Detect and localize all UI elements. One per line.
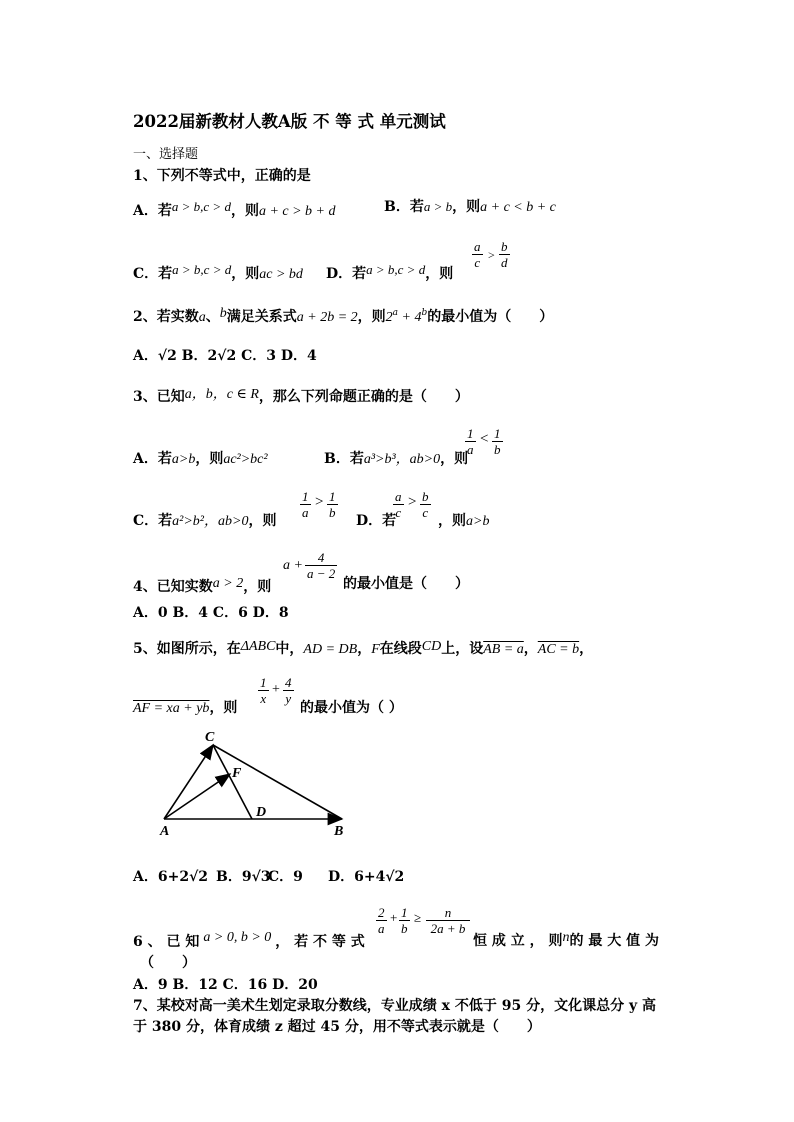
q3-b-frac-right: $\frac{1}{b}$ [494, 426, 501, 457]
q4-options[interactable]: A．0 B．4 C．6 D．8 [133, 605, 289, 621]
q3-d-op: > [408, 494, 417, 510]
q1-d-frac-right: $\frac{b}{d}$ [501, 239, 508, 270]
vector-ac [164, 745, 213, 819]
q2-options[interactable]: A．√2 B．2√2 C．3 D．4 [133, 348, 317, 364]
label-a: A [160, 824, 170, 839]
q4-stem: 4、已知实数a > 2，则 [133, 576, 272, 595]
q1-d-then: ，则 [425, 266, 454, 282]
q6-frac-2: $\frac{1}{b}$ [401, 905, 408, 936]
q1-b-label: B．若 [384, 199, 424, 215]
q5-stem-line2: AF = xa + yb，则 [133, 700, 238, 716]
q5-option-a[interactable]: A．6+2√2 [133, 869, 209, 885]
q3-option-a[interactable]: A．若a>b，则ac²>bc² [133, 451, 268, 467]
q1-option-c[interactable] [133, 261, 303, 284]
q6-answer-paren: （ ） [140, 955, 196, 971]
q6-frac-1: $\frac{2}{a}$ [378, 905, 385, 936]
q1-stem: 1、下列不等式中，正确的是 [133, 168, 311, 184]
q5-option-d[interactable]: D．6+4√2 [328, 869, 405, 885]
q3-option-c[interactable]: C．若a²>b²，ab>0，则 [133, 513, 277, 529]
q4-expr-frac: $\frac{4}{a - 2}$ [307, 550, 336, 581]
q1-a-cond: a > b,c > d [171, 199, 231, 214]
q5-option-c[interactable]: C．9 [268, 869, 303, 885]
q3-c-op: > [315, 494, 324, 510]
q3-d-frac-left: $\frac{a}{c}$ [395, 489, 402, 520]
q3-b-op: < [480, 431, 489, 447]
q1-option-b[interactable] [384, 198, 556, 217]
section-heading: 一、选择题 [133, 147, 199, 162]
q1-b-then: ，则 [452, 199, 481, 215]
q1-a-then: ，则 [230, 203, 259, 219]
q1-option-a[interactable] [133, 198, 336, 221]
q3-stem: 3、已知a，b，c ∈ R，那么下列命题正确的是（ ） [133, 387, 469, 405]
q1-b-cond: a > b [423, 199, 453, 214]
label-c: C [205, 730, 215, 745]
q5-frac-1: $\frac{1}{x}$ [260, 675, 267, 706]
q6-frac-3: $\frac{n}{2a + b}$ [426, 905, 470, 936]
q2-stem: 2、若实数a、b满足关系式a + 2b = 2，则$2^a + 4^b$的最小值为（ ） [133, 306, 554, 325]
label-f: F [232, 766, 242, 781]
q3-option-d[interactable]: D．若 [356, 513, 397, 529]
q1-d-frac-left: $\frac{a}{c}$ [474, 239, 481, 270]
q1-d-op: > [488, 248, 495, 262]
q1-c-cond: a > b,c > d [172, 262, 232, 277]
q5-stem-end: 的最小值为（ ） [300, 700, 403, 716]
q7-stem-line2: 于 380 分，体育成绩 z 超过 45 分，用不等式表示就是（ ） [133, 1019, 541, 1035]
q4-stem-end: 的最小值是（ ） [343, 576, 469, 592]
q5-triangle-figure [150, 725, 360, 843]
q1-c-then: ，则 [231, 266, 260, 282]
q1-a-label: A．若 [133, 203, 172, 219]
label-d: D [256, 805, 267, 820]
q5-option-b[interactable]: B．9√3 [216, 869, 271, 885]
q3-c-frac-left: $\frac{1}{a}$ [302, 489, 309, 520]
q1-b-res: a + c < b + c [480, 200, 556, 215]
q6-ge: ≥ [414, 910, 422, 925]
q1-d-cond: a > b,c > d [366, 262, 426, 277]
q6-options[interactable]: A．9 B．12 C．16 D．20 [133, 977, 318, 993]
q3-d-frac-right: $\frac{b}{c}$ [422, 489, 429, 520]
q4-expr-lead: a + [283, 558, 303, 573]
q1-c-label: C．若 [133, 266, 173, 282]
q1-c-res: ac > bd [259, 267, 303, 282]
q1-d-label: D．若 [326, 266, 367, 282]
q3-option-b[interactable]: B．若a³>b³，ab>0，则 [324, 451, 469, 467]
q5-stem-line1: 5、如图所示，在ΔABC中，AD = DB，F在线段CD上，设AB = a，AC = b， [133, 639, 594, 657]
q1-option-d[interactable] [326, 261, 453, 283]
q6-plus: + [390, 910, 398, 925]
label-b: B [334, 824, 344, 839]
q1-a-res: a + c > b + d [258, 204, 336, 219]
q3-d-result: ，则a>b [438, 513, 490, 529]
q7-stem-line1: 7、某校对高一美术生划定录取分数线，专业成绩 x 不低于 95 分，文化课总分 y 高 [133, 998, 656, 1014]
q5-frac-2: $\frac{4}{y}$ [285, 675, 292, 706]
q5-plus: + [272, 682, 280, 697]
vector-af [164, 774, 230, 819]
page-title: 2022届新教材人教A版 不 等 式 单元测试 [133, 112, 446, 131]
q6-stem-left: 6 、 已 知 a > 0, b > 0 ， 若 不 等 式 [133, 930, 365, 950]
q6-stem-right: 恒 成 立 ， 则n的 最 大 值 为 [473, 930, 659, 949]
q3-b-frac-left: $\frac{1}{a}$ [467, 426, 474, 457]
q3-c-frac-right: $\frac{1}{b}$ [329, 489, 336, 520]
